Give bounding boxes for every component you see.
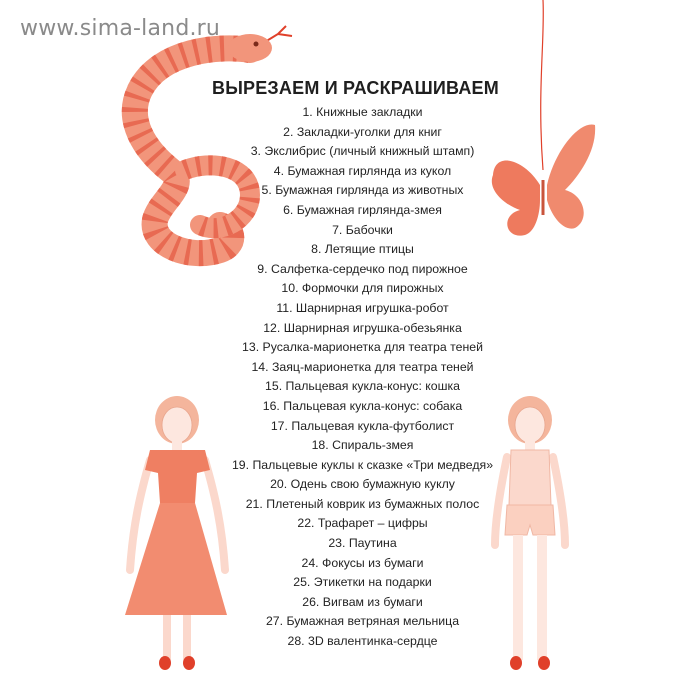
list-item: 16. Пальцевая кукла-конус: собака <box>262 398 463 413</box>
list-item: 1. Книжные закладки <box>302 105 423 119</box>
list-item: 19. Пальцевые куклы к сказке «Три медведя» <box>231 457 494 472</box>
watermark-url: www.sima-land.ru <box>20 16 221 41</box>
list-item: 10. Формочки для пирожных <box>281 281 444 296</box>
list-item: 14. Заяц-марионетка для театра теней <box>251 359 474 374</box>
list-item: 3. Экслибрис (личный книжный штамп) <box>250 144 475 159</box>
list-item: 26. Вигвам из бумаги <box>302 594 423 609</box>
list-item: 8. Летящие птицы <box>311 242 414 257</box>
list-item: 22. Трафарет – цифры <box>297 516 428 531</box>
list-item: 18. Спираль-змея <box>311 438 414 453</box>
list-item: 21. Плетеный коврик из бумажных полос <box>245 496 480 511</box>
list-item: 12. Шарнирная игрушка-обезьянка <box>263 320 462 335</box>
list-item: 7. Бабочки <box>332 222 393 237</box>
list-item: 4. Бумажная гирлянда из кукол <box>273 163 452 178</box>
list-item: 15. Пальцевая кукла-конус: кошка <box>265 379 460 394</box>
list-item: 24. Фокусы из бумаги <box>301 555 424 570</box>
list-item: 25. Этикетки на подарки <box>293 575 432 590</box>
list-item: 20. Одень свою бумажную куклу <box>270 477 455 492</box>
list-item: 5. Бумажная гирлянда из животных <box>261 183 464 198</box>
list-item: 13. Русалка-марионетка для театра теней <box>242 340 483 355</box>
list-item: 9. Салфетка-сердечко под пирожное <box>257 261 468 276</box>
list-item: 2. Закладки-уголки для книг <box>283 124 442 139</box>
list-item: 28. 3D валентинка-сердце <box>287 634 438 649</box>
list-item: 23. Паутина <box>328 536 397 551</box>
list-item: 17. Пальцевая кукла-футболист <box>270 418 455 433</box>
list-item: 27. Бумажная ветряная мельница <box>265 614 460 629</box>
list-item: 11. Шарнирная игрушка-робот <box>276 300 449 315</box>
list-item: 6. Бумажная гирлянда-змея <box>283 202 442 217</box>
page-title: ВЫРЕЗАЕМ И РАСКРАШИВАЕМ <box>212 78 499 98</box>
contents-list <box>175 103 550 652</box>
